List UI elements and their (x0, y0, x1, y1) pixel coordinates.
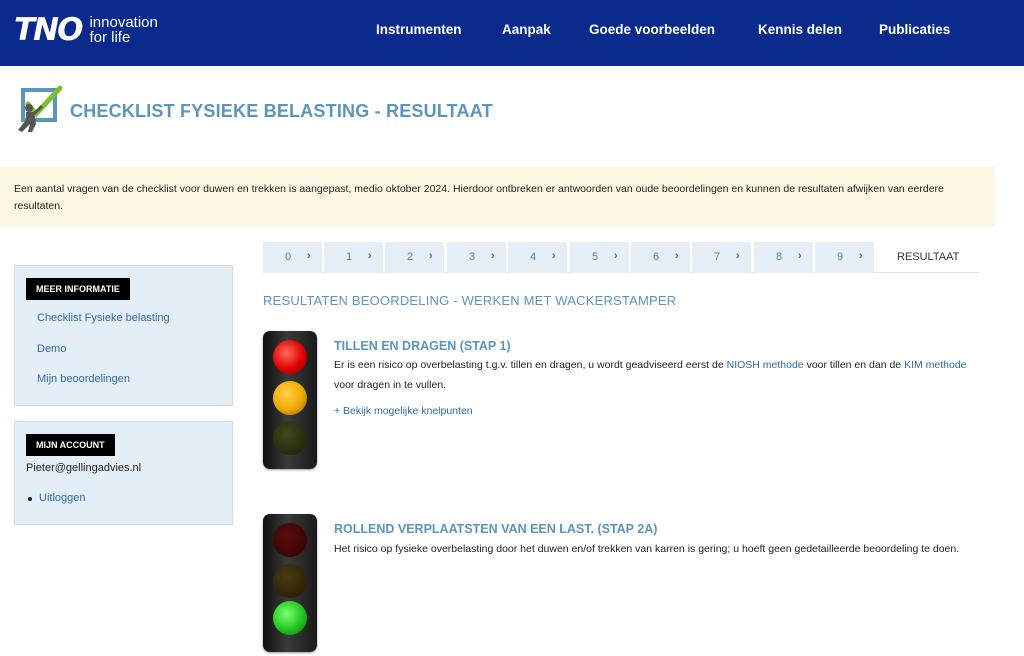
results-heading: RESULTATEN BEOORDELING - WERKEN MET WACKERSTAMPER (263, 293, 677, 308)
logo-tagline-line-1: innovation (89, 14, 158, 31)
lifting-body-text-1: Er is een risico op overbelasting t.g.v. tillen en dragen, u wordt geadviseerd eerst de (334, 359, 727, 371)
step-result-active[interactable]: RESULTAAT (897, 251, 960, 263)
step-5-label: 5 (592, 251, 599, 263)
step-2[interactable] (385, 242, 444, 273)
link-mijn-beoordelingen[interactable]: Mijn beoordelingen (37, 373, 130, 385)
chevron-right-icon: › (859, 250, 863, 262)
update-notice (0, 167, 995, 227)
nav-aanpak[interactable]: Aanpak (502, 22, 551, 37)
section-lifting-body (334, 355, 979, 395)
lifting-body-text-3: voor dragen in te vullen. (334, 379, 447, 391)
step-1-label: 1 (346, 251, 353, 263)
tno-logo[interactable] (14, 14, 158, 46)
nav-kennis-delen[interactable]: Kennis delen (758, 22, 843, 37)
step-5[interactable] (570, 242, 629, 273)
notice-text: Een aantal vragen van de checklist voor duwen en trekken is aangepast, medio oktober 2024. Hierdoor ontbreken er antwoorden van oude beoordelingen en kunnen de resultaten afwijken van eerdere resultaten. (14, 183, 944, 212)
lifting-body-text-2: voor tillen en dan de (803, 359, 905, 371)
lamp-green-off (273, 421, 307, 455)
nav-publicaties[interactable]: Publicaties (879, 22, 951, 37)
more-info-panel (14, 265, 233, 406)
step-navigation (263, 242, 979, 273)
traffic-light-red-icon (263, 331, 317, 469)
chevron-right-icon: › (491, 250, 495, 262)
my-account-panel (14, 421, 233, 525)
section-rolling-title: ROLLEND VERPLAATSTEN VAN EEN LAST. (STAP 2A) (334, 522, 658, 536)
chevron-right-icon: › (368, 250, 372, 262)
chevron-right-icon: › (614, 250, 618, 262)
lamp-amber-off (273, 564, 307, 598)
niosh-method-link[interactable]: NIOSH methode (726, 359, 804, 371)
step-3-label: 3 (469, 251, 476, 263)
checklist-worker-icon (16, 84, 64, 134)
view-bottlenecks-link[interactable]: + Bekijk mogelijke knelpunten (334, 405, 473, 417)
kim-method-link[interactable]: KIM methode (904, 359, 967, 371)
more-info-heading: MEER INFORMATIE (26, 278, 130, 300)
logout-link[interactable]: Uitloggen (39, 492, 86, 504)
section-rolling-body (334, 539, 979, 559)
account-email: Pieter@gellingadvies.nl (26, 462, 142, 474)
rolling-body-text: Het risico op fysieke overbelasting door het duwen en/of trekken van karren is gering; u hoeft geen gedetailleerde beoordeling te doen. (334, 543, 960, 555)
step-3[interactable] (447, 242, 506, 273)
step-8-label: 8 (776, 251, 783, 263)
traffic-light-green-icon (263, 514, 317, 652)
page-title: CHECKLIST FYSIEKE BELASTING - RESULTAAT (70, 101, 493, 121)
chevron-right-icon: › (307, 250, 311, 262)
logo-mark: TNO (14, 12, 82, 48)
step-6[interactable] (631, 242, 690, 273)
step-7[interactable] (692, 242, 751, 273)
chevron-right-icon: › (429, 250, 433, 262)
section-lifting-title: TILLEN EN DRAGEN (STAP 1) (334, 339, 511, 353)
chevron-right-icon: › (736, 250, 740, 262)
step-4[interactable] (508, 242, 567, 273)
logo-tagline (89, 15, 157, 45)
nav-instrumenten[interactable]: Instrumenten (376, 22, 462, 37)
step-8[interactable] (754, 242, 813, 273)
lamp-amber (273, 381, 307, 415)
step-0[interactable] (263, 242, 322, 273)
lamp-green-on (273, 601, 307, 635)
step-9-label: 9 (837, 251, 844, 263)
step-1[interactable] (324, 242, 383, 273)
step-0-label: 0 (285, 251, 292, 263)
my-account-heading: MIJN ACCOUNT (26, 434, 115, 456)
link-demo[interactable]: Demo (37, 343, 67, 355)
logo-tagline-line-2: for life (89, 29, 131, 46)
link-checklist-fysieke-belasting[interactable]: Checklist Fysieke belasting (37, 312, 170, 324)
lamp-red-off (273, 523, 307, 557)
site-header (0, 0, 1024, 66)
nav-goede-voorbeelden[interactable]: Goede voorbeelden (589, 22, 716, 37)
step-9[interactable] (815, 242, 874, 273)
chevron-right-icon: › (552, 250, 556, 262)
step-2-label: 2 (407, 251, 414, 263)
lamp-red-on (273, 340, 307, 374)
chevron-right-icon: › (798, 250, 802, 262)
step-7-label: 7 (714, 251, 721, 263)
step-4-label: 4 (530, 251, 537, 263)
logout-bullet (28, 497, 32, 501)
chevron-right-icon: › (675, 250, 679, 262)
step-6-label: 6 (653, 251, 660, 263)
